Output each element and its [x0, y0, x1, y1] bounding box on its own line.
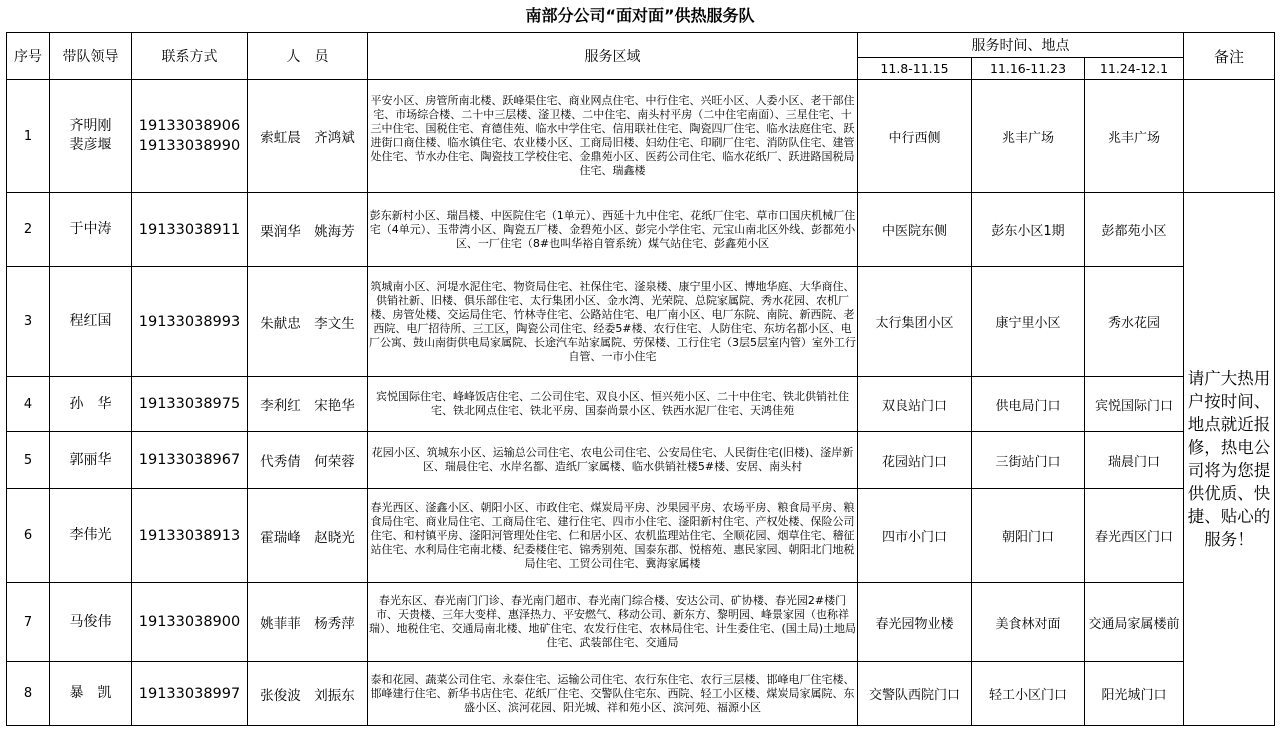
cell-staff: 李利红 宋艳华	[248, 377, 368, 432]
cell-period-3: 瑞晨门口	[1085, 432, 1184, 489]
cell-period-3: 宾悦国际门口	[1085, 377, 1184, 432]
cell-staff: 朱献忠 李文生	[248, 267, 368, 377]
cell-staff: 张俊波 刘振东	[248, 662, 368, 726]
cell-period-2: 朝阳门口	[972, 489, 1085, 583]
cell-leader: 暴 凯	[50, 662, 132, 726]
cell-period-2: 康宁里小区	[972, 267, 1085, 377]
cell-area: 宾悦国际住宅、峰峰饭店住宅、二公司住宅、双良小区、恒兴苑小区、二十中住宅、铁北供销社住宅、铁北网点住宅、铁北平房、国泰尚景小区、铁西水泥厂住宅、天鸿佳苑	[368, 377, 858, 432]
cell-period-1: 双良站门口	[858, 377, 972, 432]
cell-period-1: 春光园物业楼	[858, 583, 972, 662]
table-row	[7, 583, 1275, 662]
cell-phone: 19133038913	[132, 489, 248, 583]
cell-index: 7	[7, 583, 50, 662]
cell-phone: 19133038975	[132, 377, 248, 432]
cell-phone: 19133038900	[132, 583, 248, 662]
cell-area: 泰和花园、蔬菜公司住宅、永泰住宅、运输公司住宅、农行东住宅、农行三层楼、邯峰电厂住宅楼、邯峰建行住宅、新华书店住宅、花纸厂住宅、交警队住宅东、西院、轻工小区楼、煤炭局家属院、东盛小区、滨河花园、阳光城、祥和苑小区、滨河苑、福源小区	[368, 662, 858, 726]
cell-period-1: 中医院东侧	[858, 193, 972, 267]
cell-index: 5	[7, 432, 50, 489]
cell-phone: 19133038967	[132, 432, 248, 489]
cell-index: 6	[7, 489, 50, 583]
header-leader: 带队领导	[50, 33, 132, 80]
cell-period-3: 交通局家属楼前	[1085, 583, 1184, 662]
cell-phone	[132, 80, 248, 193]
cell-period-3: 兆丰广场	[1085, 80, 1184, 193]
cell-leader: 程红国	[50, 267, 132, 377]
blank-sheet-area	[0, 724, 1280, 743]
cell-period-2: 三街站门口	[972, 432, 1085, 489]
table-row	[7, 80, 1275, 193]
cell-leader: 李伟光	[50, 489, 132, 583]
cell-period-1: 交警队西院门口	[858, 662, 972, 726]
table-row	[7, 377, 1275, 432]
cell-area: 花园小区、筑城东小区、运输总公司住宅、农电公司住宅、公安局住宅、人民街住宅(旧楼)、滏岸新区、瑞晨住宅、水岸名都、造纸厂家属楼、临水供销社楼5#楼、安居、南头村	[368, 432, 858, 489]
cell-note: 请广大热用户按时间、地点就近报修，热电公司将为您提供优质、快捷、贴心的服务！	[1184, 193, 1275, 726]
header-time-place: 服务时间、地点	[858, 33, 1184, 58]
cell-index: 8	[7, 662, 50, 726]
cell-leader: 于中涛	[50, 193, 132, 267]
cell-period-2: 供电局门口	[972, 377, 1085, 432]
cell-area: 春光东区、春光南门门诊、春光南门超市、春光南门综合楼、安达公司、矿协楼、春光园2#楼门市、天贵楼、三年大变样、惠泽热力、平安燃气、移动公司、新东方、黎明园、峰景家园（也称祥瑞）、地税住宅、交通局南北楼、地矿住宅、农发行住宅、农林局住宅、计生委住宅、(国土局)土地局住宅、武装部住宅、交通局	[368, 583, 858, 662]
header-period-3: 11.24-12.1	[1085, 58, 1184, 80]
cell-index: 1	[7, 80, 50, 193]
cell-index: 2	[7, 193, 50, 267]
cell-period-1: 花园站门口	[858, 432, 972, 489]
phone-text: 19133038906 19133038990	[138, 118, 241, 154]
cell-area: 平安小区、房管所南北楼、跃峰渠住宅、商业网点住宅、中行住宅、兴旺小区、人委小区、老干部住宅、市场综合楼、二十中三层楼、滏卫楼、二中住宅、南头村平房（二中住宅南面）、三星住宅、十三中住宅、国税住宅、育德佳苑、临水中学住宅、信用联社住宅、陶瓷四厂住宅、临水法庭住宅、跃进街口商住楼、临水镇住宅、农业楼小区、工商局旧楼、妇幼住宅、印刷厂住宅、消防队住宅、建管处住宅、节水办住宅、陶瓷技工学校住宅、金鼎苑小区、医药公司住宅、临水花纸厂、跃进路国税局住宅、瑞鑫楼	[368, 80, 858, 193]
header-period-2: 11.16-11.23	[972, 58, 1085, 80]
cell-leader: 孙 华	[50, 377, 132, 432]
cell-area: 彭东新村小区、瑞昌楼、中医院住宅（1单元）、西延十九中住宅、花纸厂住宅、草市口国庆机械厂住宅（4单元）、玉带湾小区、陶瓷五厂楼、金碧苑小区、彭完小学住宅、元宝山南北区外线、彭都苑小区、一厂住宅（8#也叫华裕自管系统）煤气站住宅、彭鑫苑小区	[368, 193, 858, 267]
cell-staff: 索虹晨 齐鸿斌	[248, 80, 368, 193]
header-area: 服务区域	[368, 33, 858, 80]
cell-period-1: 中行西侧	[858, 80, 972, 193]
cell-phone: 19133038993	[132, 267, 248, 377]
cell-leader	[50, 80, 132, 193]
table-row	[7, 662, 1275, 726]
cell-period-1: 太行集团小区	[858, 267, 972, 377]
table-row	[7, 267, 1275, 377]
cell-period-3: 秀水花园	[1085, 267, 1184, 377]
cell-period-2: 美食林对面	[972, 583, 1085, 662]
service-team-table	[6, 32, 1275, 726]
header-index: 序号	[7, 33, 50, 80]
cell-area: 筑城南小区、河堤水泥住宅、物资局住宅、社保住宅、滏泉楼、康宁里小区、博地华庭、大华商住、供销社新、旧楼、俱乐部住宅、太行集团小区、金水湾、光荣院、总院家属院、秀水花园、农机厂楼、房管处楼、交运局住宅、竹林寺住宅、公路站住宅、电厂南小区、电厂东院、南院、新西院、老西院、电厂招待所、三工区，陶瓷公司住宅、经委5#楼、农行住宅、人防住宅、东坊名都小区、电厂公寓、鼓山南街供电局家属院、长途汽车站家属院、劳保楼、工行住宅（3层5层室内管）室外工行自管、一市小住宅	[368, 267, 858, 377]
leader-text: 齐明刚 裴彦堰	[69, 118, 112, 153]
header-contact: 联系方式	[132, 33, 248, 80]
cell-staff: 栗润华 姚海芳	[248, 193, 368, 267]
sheet-title: 南部分公司“面对面”供热服务队	[525, 6, 755, 25]
table-row	[7, 489, 1275, 583]
cell-staff: 代秀倩 何荣蓉	[248, 432, 368, 489]
cell-period-3: 彭都苑小区	[1085, 193, 1184, 267]
table-row	[7, 432, 1275, 489]
header-note: 备注	[1184, 33, 1275, 80]
header-period-1: 11.8-11.15	[858, 58, 972, 80]
cell-leader: 马俊伟	[50, 583, 132, 662]
cell-period-2: 兆丰广场	[972, 80, 1085, 193]
cell-period-2: 轻工小区门口	[972, 662, 1085, 726]
header-staff: 人 员	[248, 33, 368, 80]
cell-period-2: 彭东小区1期	[972, 193, 1085, 267]
cell-phone: 19133038997	[132, 662, 248, 726]
cell-phone: 19133038911	[132, 193, 248, 267]
cell-period-1: 四市小门口	[858, 489, 972, 583]
cell-period-3: 阳光城门口	[1085, 662, 1184, 726]
cell-index: 4	[7, 377, 50, 432]
cell-note-empty	[1184, 80, 1275, 193]
cell-leader: 郭丽华	[50, 432, 132, 489]
cell-area: 春光西区、滏鑫小区、朝阳小区、市政住宅、煤炭局平房、沙果园平房、农场平房、粮食局平房、粮食局住宅、商业局住宅、工商局住宅、建行住宅、四市小住宅、滏阳新村住宅、产权处楼、保险公司住宅、和村镇平房、滏阳河管理处住宅、仁和居小区、农机监理站住宅、全顺花园、烟草住宅、稽征站住宅、水利局住宅南北楼、纪委楼住宅、锦秀别苑、国泰东郡、悦榕苑、惠民家园、朝阳北门地税局住宅、工贸公司住宅、冀海家属楼	[368, 489, 858, 583]
cell-staff: 霍瑞峰 赵晓光	[248, 489, 368, 583]
table-row	[7, 193, 1275, 267]
cell-staff: 姚菲菲 杨秀萍	[248, 583, 368, 662]
cell-index: 3	[7, 267, 50, 377]
cell-period-3: 春光西区门口	[1085, 489, 1184, 583]
